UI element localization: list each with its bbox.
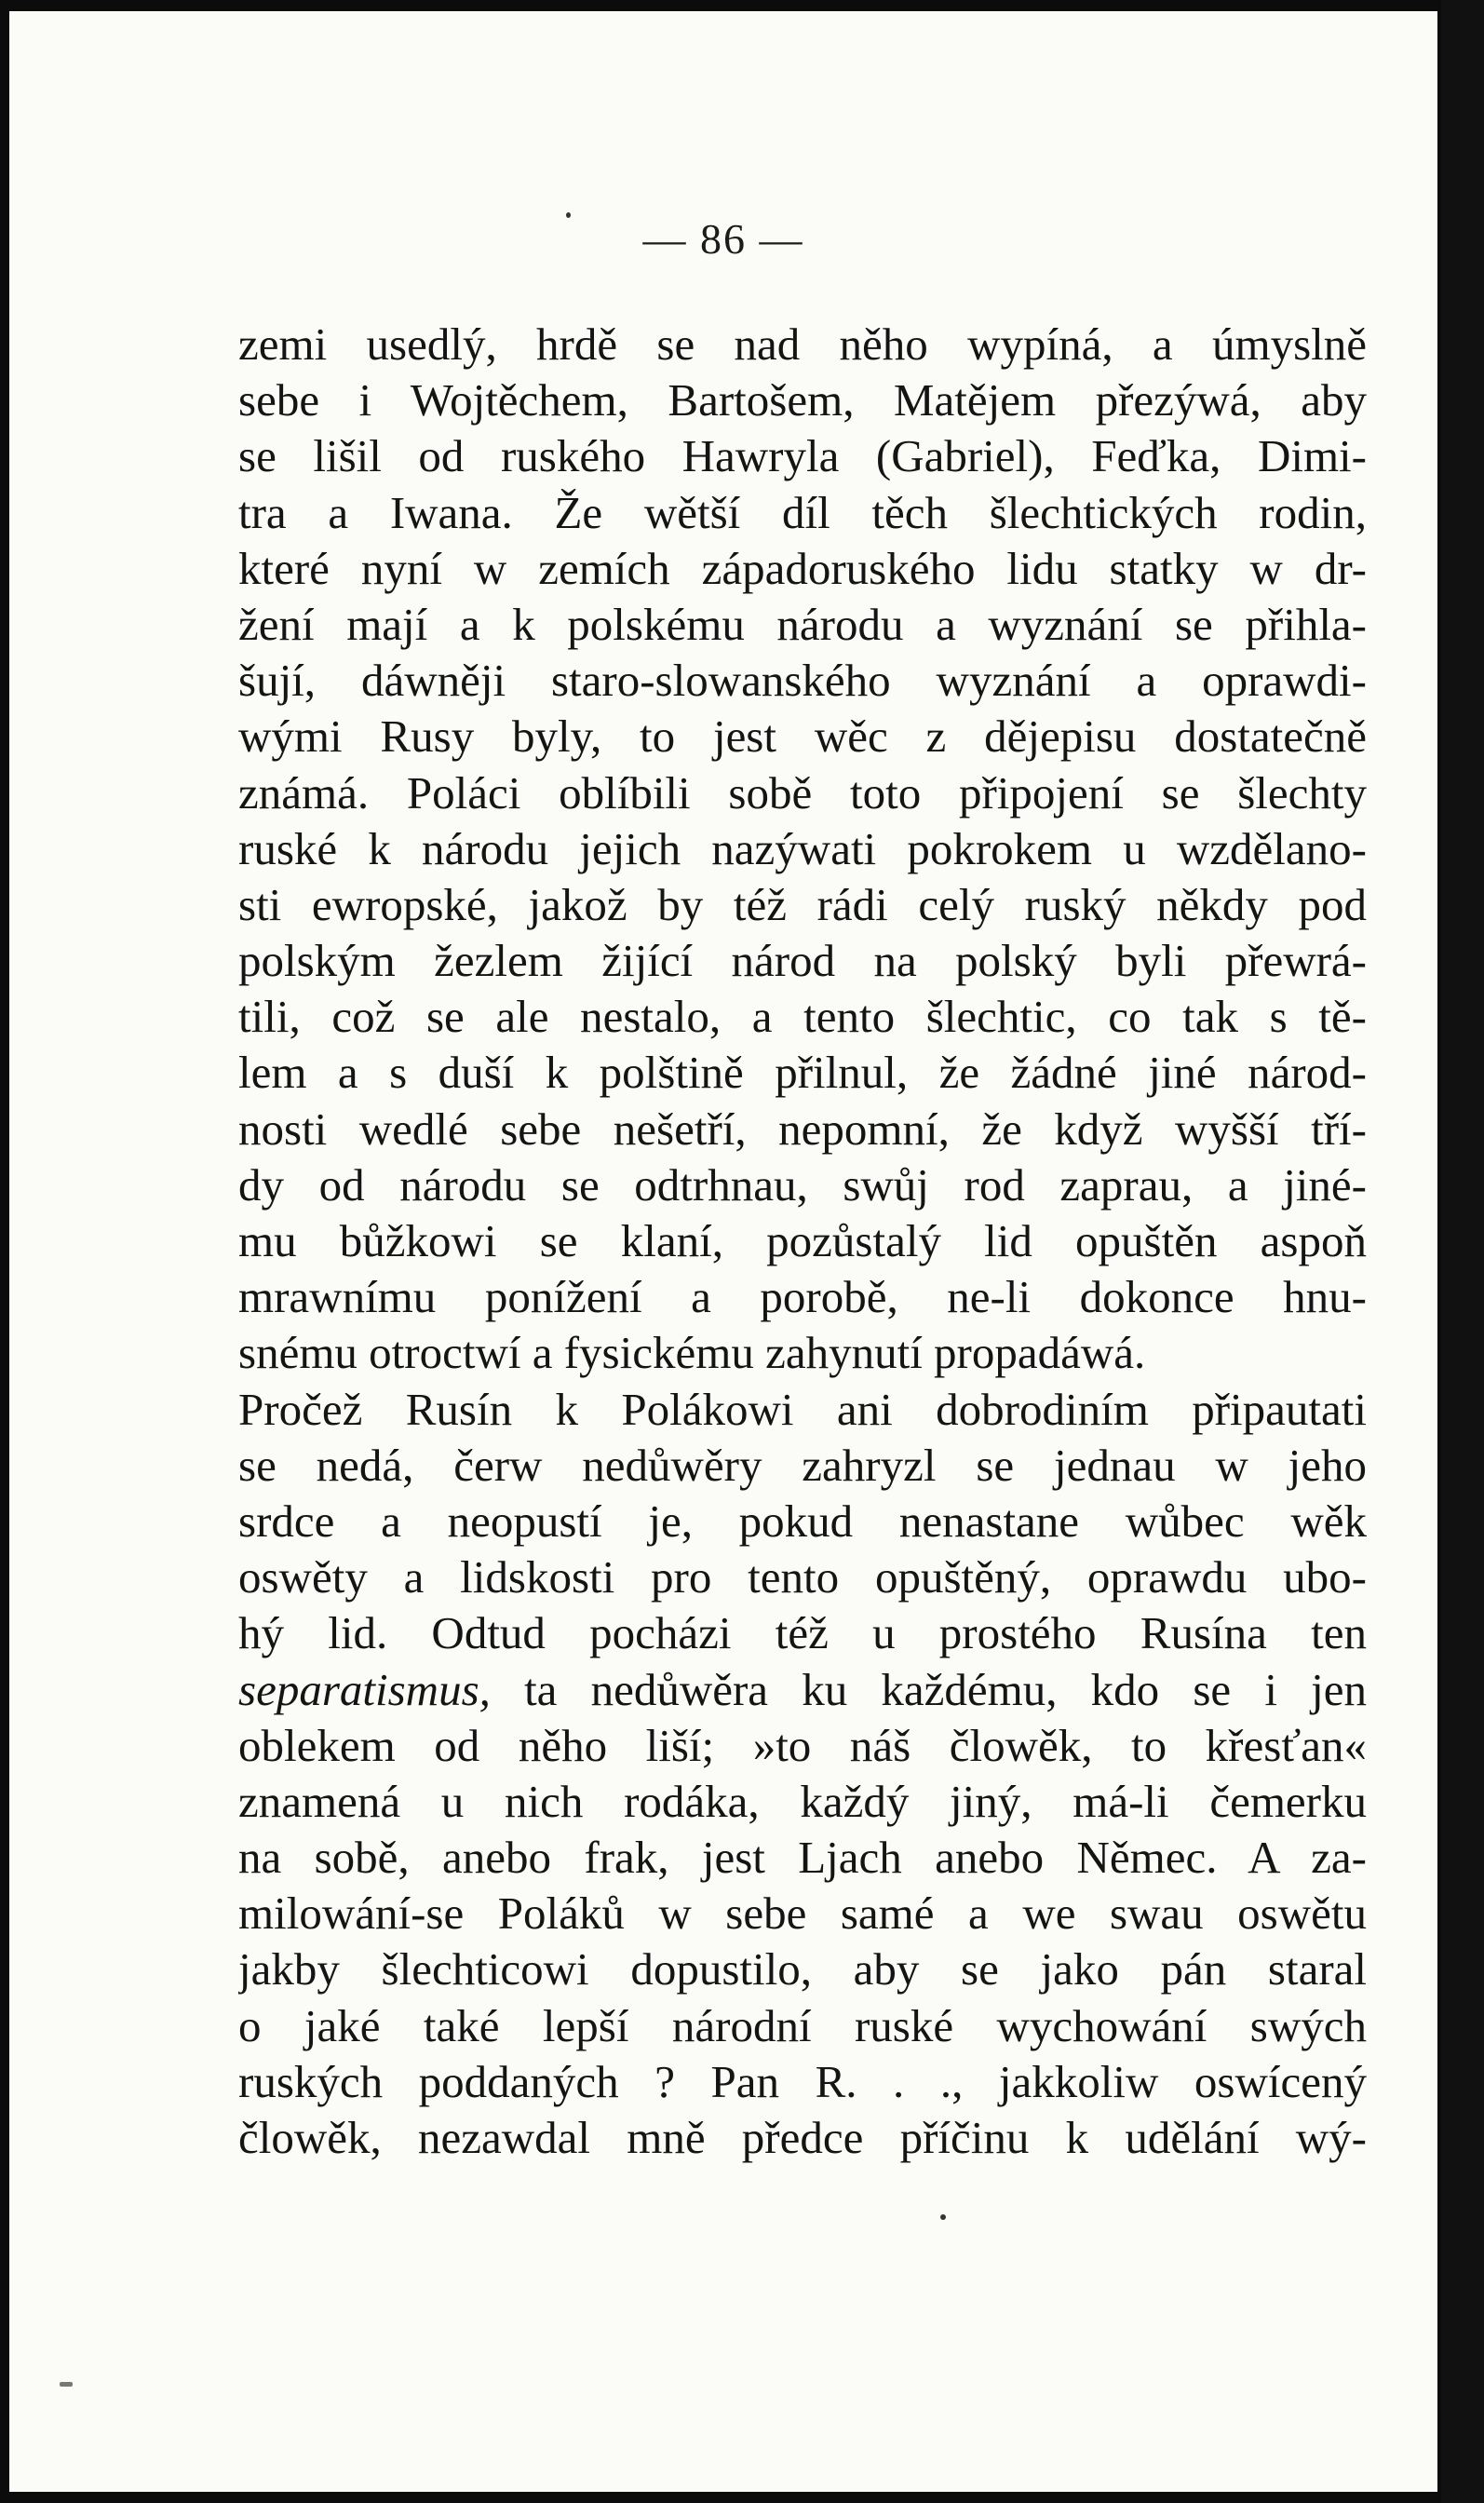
text-line: dy od národu se odtrhnau, swůj rod zaprau, a jiné-: [238, 1158, 1367, 1211]
body-text: [238, 317, 1367, 2166]
text-line: oblekem od něho liší; »to náš člowěk, to křesťan«: [238, 1719, 1367, 1771]
text-line: mu bůžkowi se klaní, pozůstalý lid opuštěn aspoň: [238, 1215, 1367, 1266]
text-line: člowěk, nezawdal mně předce příčinu k udělání wý-: [238, 2112, 1367, 2163]
text-line: zemi usedlý, hrdě se nad něho wypíná, a úmyslně: [238, 318, 1367, 370]
text-line: které nyní w zemích západoruského lidu statky w dr-: [238, 542, 1367, 594]
text-line: ruské k národu jejich nazýwati pokrokem u wzdělano-: [238, 822, 1367, 874]
text-line: ruských poddaných ? Pan R. . ., jakkoliw oswícený: [238, 2055, 1367, 2107]
text-line: šují, dáwněji staro-slowanského wyznání a oprawdi-: [238, 655, 1367, 707]
text-line: sti ewropské, jakož by též rádi celý ruský někdy pod: [238, 878, 1367, 930]
text-line: na sobě, anebo frak, jest Ljach anebo Němec. A za-: [238, 1832, 1367, 1884]
text-line: o jaké také lepší národní ruské wychowání swých: [238, 1999, 1367, 2051]
text-line: nosti wedlé sebe nešetří, nepomní, že když wyšší tří-: [238, 1103, 1367, 1155]
book-page: [9, 11, 1437, 2492]
text-line-rest: ta nedůwěra ku každému, kdo se i jen: [490, 1663, 1367, 1715]
text-line: tra a Iwana. Že wětší díl těch šlechtických rodin,: [238, 486, 1367, 538]
text-line: wými Rusy byly, to jest wěc z dějepisu dostatečně: [238, 710, 1367, 763]
page-number: — 86 —: [642, 215, 804, 263]
text-line: snému otroctwí a fysickému zahynutí propadáwá.: [238, 1327, 1146, 1379]
text-line: [238, 1662, 1367, 1718]
text-line: lem a s duší k polštině přilnul, že žádné jiné národ-: [238, 1047, 1367, 1099]
paper-speck: [60, 2382, 73, 2387]
text-line: Pročež Rusín k Polákowi ani dobrodiním připautati: [238, 1383, 1367, 1435]
text-line: srdce a neopustí je, pokud nenastane wůbec wěk: [238, 1495, 1367, 1547]
text-line: tili, což se ale nestalo, a tento šlechtic, co tak s tě-: [238, 991, 1367, 1043]
text-line: se nedá, čerw nedůwěry zahryzl se jednau w jeho: [238, 1439, 1367, 1491]
text-line: polským žezlem žijící národ na polský byli přewrá-: [238, 935, 1367, 987]
text-line: oswěty a lidskosti pro tento opuštěný, oprawdu ubo-: [238, 1551, 1367, 1603]
text-line: znamená u nich rodáka, každý jiný, má-li čemerku: [238, 1775, 1367, 1827]
text-line: žení mají a k polskému národu a wyznání se přihla-: [238, 598, 1367, 650]
paper-speck: [566, 212, 571, 218]
scan-background-edge: [1441, 0, 1484, 2503]
text-line: známá. Poláci oblíbili sobě toto připojení se šlechty: [238, 766, 1367, 819]
text-line: mrawnímu ponížení a porobě, ne-li dokonce hnu-: [238, 1271, 1367, 1323]
text-line: jakby šlechticowi dopustilo, aby se jako pán staral: [238, 1943, 1367, 1996]
paper-speck: [940, 2214, 946, 2220]
text-line: se lišil od ruského Hawryla (Gabriel), Feďka, Dimi-: [238, 430, 1367, 482]
text-line: hý lid. Odtud pocházi též u prostého Rusína ten: [238, 1607, 1367, 1659]
italic-term: separatismus,: [238, 1663, 491, 1715]
text-line: sebe i Wojtěchem, Bartošem, Matějem přezýwá, aby: [238, 374, 1367, 426]
text-line: milowání-se Poláků w sebe samé a we swau oswětu: [238, 1887, 1367, 1940]
